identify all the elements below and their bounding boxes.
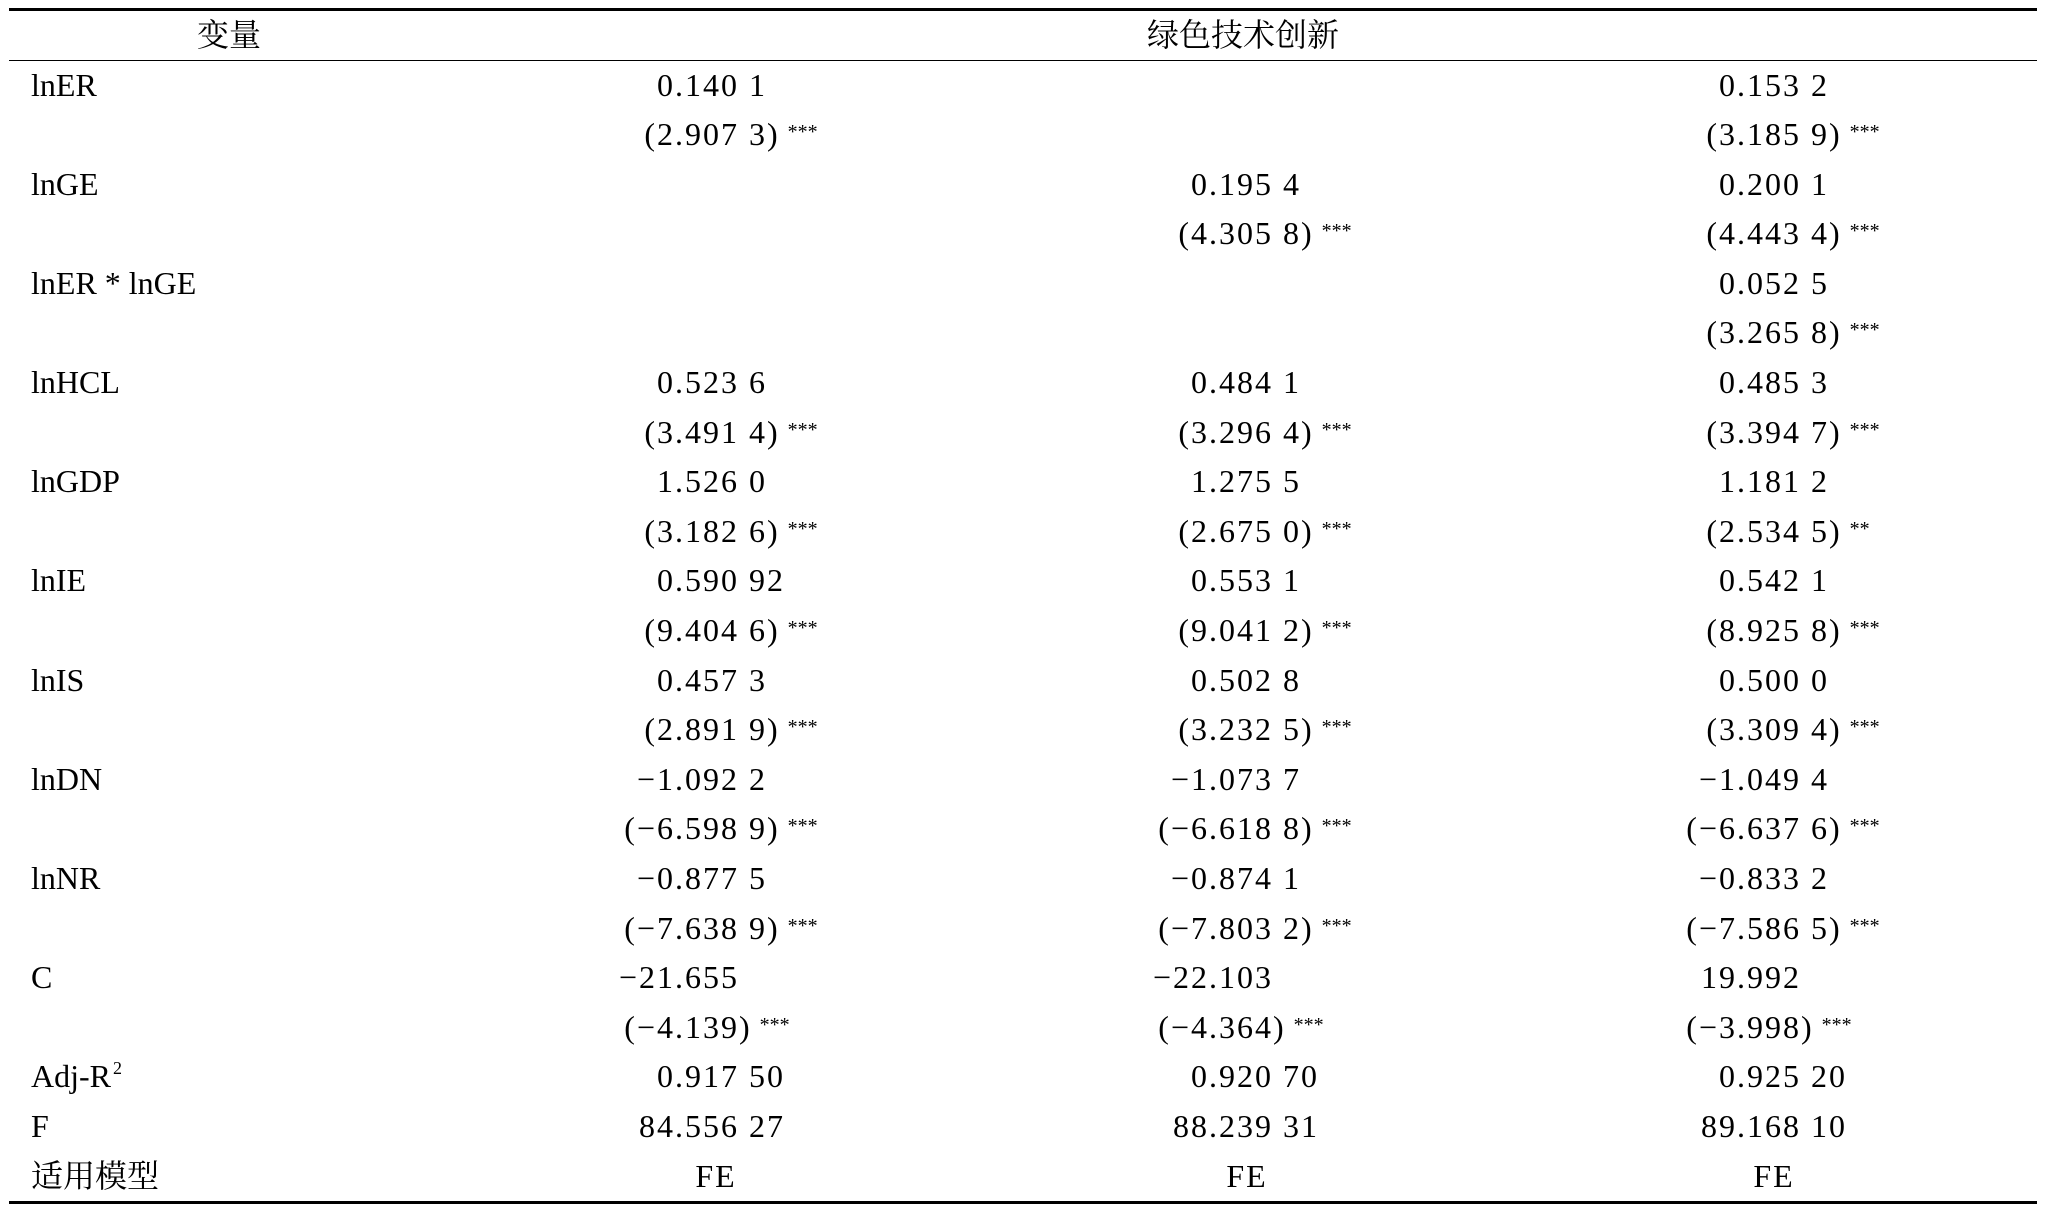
- t-statistic-cell: [1511, 507, 2037, 557]
- coefficient-value: 0.500 0: [1719, 661, 1829, 698]
- t-statistic-cell: [449, 507, 983, 557]
- significance-stars: ***: [787, 815, 818, 838]
- t-statistic-cell: [449, 1003, 983, 1053]
- coefficient-entry: [1719, 358, 1829, 408]
- coefficient-entry: [637, 755, 767, 805]
- coefficient-value: 0.140 1: [657, 66, 767, 103]
- coefficient-value: 0.457 3: [657, 661, 767, 698]
- t-statistic-value: (3.232 5): [1178, 711, 1314, 748]
- empty-label-cell: [9, 110, 449, 160]
- significance-stars: ***: [1849, 121, 1880, 144]
- coefficient-cell: [1511, 457, 2037, 507]
- t-statistic-entry: [644, 110, 817, 165]
- coefficient-entry: [1191, 160, 1301, 210]
- coefficient-value: −21.655: [618, 959, 739, 996]
- coefficient-value: −0.874 1: [1170, 860, 1301, 896]
- coefficient-value: 0.502 8: [1191, 661, 1301, 698]
- empty-cell: [983, 259, 1511, 309]
- t-statistic-entry: [1178, 705, 1351, 760]
- coefficient-value: 0.523 6: [657, 364, 767, 401]
- coefficient-value: −0.833 2: [1698, 860, 1829, 896]
- coefficient-value: 0.485 3: [1719, 364, 1829, 401]
- t-statistic-value: (2.534 5): [1706, 512, 1842, 549]
- coefficient-entry: [1701, 953, 1801, 1003]
- significance-stars: ***: [1849, 418, 1880, 441]
- statistic-entry: [639, 1102, 785, 1152]
- table-row: [9, 160, 2037, 210]
- coefficient-cell: [983, 457, 1511, 507]
- coefficient-value: −1.049 4: [1698, 760, 1829, 797]
- coefficient-cell: [983, 854, 1511, 904]
- t-statistic-cell: [449, 606, 983, 656]
- table-row-t-statistic: [9, 408, 2037, 458]
- t-statistic-value: (4.443 4): [1706, 215, 1842, 252]
- t-statistic-entry: [1178, 209, 1351, 264]
- table-row-t-statistic: [9, 110, 2037, 160]
- t-statistic-value: (−7.586 5): [1686, 909, 1842, 946]
- table-row-t-statistic: [9, 804, 2037, 854]
- t-statistic-value: (−7.803 2): [1158, 909, 1314, 946]
- statistic-entry: [1719, 1052, 1847, 1102]
- variable-label-cell: [9, 160, 449, 210]
- variable-label-cell: [9, 358, 449, 408]
- significance-stars: ***: [1321, 220, 1352, 243]
- statistic-value: 84.556 27: [639, 1107, 785, 1144]
- significance-stars: ***: [1321, 815, 1352, 838]
- t-statistic-entry: [1686, 804, 1879, 859]
- table-row: [9, 854, 2037, 904]
- significance-stars: **: [1849, 517, 1870, 540]
- empty-cell: [449, 209, 983, 259]
- significance-stars: ***: [787, 121, 818, 144]
- empty-cell: [449, 308, 983, 358]
- empty-label-cell: [9, 606, 449, 656]
- t-statistic-entry: [1706, 606, 1879, 661]
- coefficient-entry: [1191, 556, 1301, 606]
- t-statistic-entry: [1158, 804, 1351, 859]
- t-statistic-value: (−3.998): [1686, 1008, 1814, 1045]
- coefficient-entry: [619, 953, 739, 1003]
- coefficient-value: 0.590 92: [657, 562, 785, 599]
- statistic-name: F: [31, 1107, 49, 1144]
- t-statistic-entry: [1706, 110, 1879, 165]
- t-statistic-value: (3.265 8): [1706, 314, 1842, 351]
- statistic-entry: [1701, 1102, 1847, 1152]
- significance-stars: ***: [1321, 517, 1352, 540]
- statistic-entry: [657, 1052, 785, 1102]
- t-statistic-value: (3.185 9): [1706, 116, 1842, 153]
- coefficient-entry: [1719, 259, 1829, 309]
- t-statistic-cell: [449, 804, 983, 854]
- coefficient-cell: [449, 556, 983, 606]
- significance-stars: ***: [1321, 617, 1352, 640]
- coefficient-value: 0.153 2: [1719, 66, 1829, 103]
- table-row: [9, 259, 2037, 309]
- statistic-cell: [983, 1052, 1511, 1107]
- coefficient-entry: [637, 854, 767, 904]
- table-row: [9, 556, 2037, 606]
- coefficient-value: 0.052 5: [1719, 264, 1829, 301]
- t-statistic-cell: [1511, 110, 2037, 160]
- variable-name: lnER * lnGE: [31, 264, 197, 301]
- coefficient-entry: [1719, 160, 1829, 210]
- t-statistic-entry: [624, 1003, 789, 1058]
- statistic-cell: [449, 1152, 983, 1202]
- coefficient-entry: [1719, 556, 1829, 606]
- coefficient-cell: [983, 358, 1511, 408]
- variable-label-cell: [9, 556, 449, 606]
- coefficient-cell: [983, 656, 1511, 706]
- t-statistic-entry: [1178, 606, 1351, 661]
- t-statistic-entry: [1178, 408, 1351, 463]
- t-statistic-entry: [644, 507, 817, 562]
- statistic-value: 89.168 10: [1701, 1107, 1847, 1144]
- table-row: [9, 755, 2037, 805]
- significance-stars: ***: [1849, 914, 1880, 937]
- coefficient-entry: [1153, 953, 1273, 1003]
- empty-cell: [983, 61, 1511, 111]
- coefficient-entry: [1191, 457, 1301, 507]
- table-row-t-statistic: [9, 1003, 2037, 1053]
- table-row: [9, 61, 2037, 111]
- t-statistic-cell: [1511, 804, 2037, 854]
- table-row: [9, 457, 2037, 507]
- t-statistic-entry: [1158, 1003, 1323, 1058]
- variable-label-cell: [9, 61, 449, 111]
- coefficient-cell: [449, 457, 983, 507]
- variable-name: lnER: [31, 66, 97, 103]
- coefficient-cell: [449, 953, 983, 1003]
- t-statistic-cell: [1511, 1003, 2037, 1053]
- t-statistic-value: (3.394 7): [1706, 413, 1842, 450]
- coefficient-entry: [1719, 457, 1829, 507]
- variable-label-cell: [9, 854, 449, 904]
- empty-cell: [983, 110, 1511, 160]
- t-statistic-cell: [1511, 209, 2037, 259]
- coefficient-cell: [1511, 953, 2037, 1003]
- t-statistic-entry: [624, 904, 817, 959]
- t-statistic-value: (9.404 6): [644, 612, 780, 649]
- statistic-value: FE: [1226, 1157, 1268, 1194]
- empty-cell: [449, 259, 983, 309]
- coefficient-cell: [1511, 259, 2037, 309]
- coefficient-value: −0.877 5: [636, 860, 767, 896]
- empty-label-cell: [9, 904, 449, 954]
- t-statistic-value: (3.491 4): [644, 413, 780, 450]
- t-statistic-value: (−4.139): [624, 1008, 752, 1045]
- coefficient-cell: [449, 854, 983, 904]
- coefficient-entry: [1719, 61, 1829, 111]
- statistic-value: 0.917 50: [657, 1058, 785, 1095]
- t-statistic-value: (3.182 6): [644, 512, 780, 549]
- t-statistic-value: (−4.364): [1158, 1008, 1286, 1045]
- statistic-entry: [1226, 1152, 1267, 1202]
- statistic-cell: [449, 1102, 983, 1152]
- t-statistic-value: (2.675 0): [1178, 512, 1314, 549]
- statistic-entry: [695, 1152, 736, 1202]
- t-statistic-cell: [1511, 904, 2037, 954]
- t-statistic-cell: [983, 606, 1511, 656]
- statistic-label-cell: [9, 1152, 449, 1202]
- variable-name: lnIE: [31, 562, 87, 599]
- t-statistic-value: (−6.618 8): [1158, 810, 1314, 847]
- statistic-value: FE: [695, 1157, 737, 1194]
- significance-stars: ***: [1821, 1013, 1852, 1036]
- t-statistic-value: (−6.598 9): [624, 810, 780, 847]
- t-statistic-cell: [449, 904, 983, 954]
- statistic-name: 适用模型: [31, 1157, 160, 1194]
- t-statistic-entry: [1178, 507, 1351, 562]
- variable-label-cell: [9, 656, 449, 706]
- variable-label-cell: [9, 259, 449, 309]
- coefficient-cell: [449, 656, 983, 706]
- coefficient-value: 0.484 1: [1191, 364, 1301, 401]
- coefficient-entry: [1191, 656, 1301, 706]
- statistic-entry: [1191, 1052, 1319, 1102]
- t-statistic-entry: [644, 606, 817, 661]
- significance-stars: ***: [787, 716, 818, 739]
- coefficient-value: 19.992: [1701, 959, 1801, 996]
- coefficient-value: 0.195 4: [1191, 165, 1301, 202]
- significance-stars: ***: [1849, 319, 1880, 342]
- coefficient-entry: [1171, 854, 1301, 904]
- significance-stars: ***: [1849, 220, 1880, 243]
- coefficient-entry: [657, 656, 767, 706]
- t-statistic-entry: [624, 804, 817, 859]
- coefficient-value: 0.200 1: [1719, 165, 1829, 202]
- regression-table: [9, 8, 2037, 1204]
- coefficient-value: −1.073 7: [1170, 760, 1301, 797]
- t-statistic-value: (3.296 4): [1178, 413, 1314, 450]
- table-row-t-statistic: [9, 904, 2037, 954]
- coefficient-value: 0.553 1: [1191, 562, 1301, 599]
- statistic-value: FE: [1753, 1157, 1795, 1194]
- table-row-adj-r2: [9, 1052, 2037, 1102]
- t-statistic-cell: [449, 110, 983, 160]
- t-statistic-cell: [983, 705, 1511, 755]
- table-row-t-statistic: [9, 606, 2037, 656]
- t-statistic-cell: [1511, 308, 2037, 358]
- coefficient-entry: [657, 556, 785, 606]
- variable-name: lnIS: [31, 661, 85, 698]
- t-statistic-cell: [983, 1003, 1511, 1053]
- table-row-t-statistic: [9, 705, 2037, 755]
- t-statistic-entry: [1158, 904, 1351, 959]
- coefficient-cell: [983, 160, 1511, 210]
- t-statistic-cell: [983, 904, 1511, 954]
- variable-column-header: 变量: [196, 17, 261, 53]
- statistic-label-cell: [9, 1052, 449, 1107]
- variable-name: lnGE: [31, 165, 99, 202]
- coefficient-cell: [1511, 160, 2037, 210]
- significance-stars: ***: [1849, 617, 1880, 640]
- t-statistic-value: (4.305 8): [1178, 215, 1314, 252]
- t-statistic-cell: [1511, 705, 2037, 755]
- table-row-model: [9, 1152, 2037, 1202]
- coefficient-entry: [1191, 358, 1301, 408]
- t-statistic-entry: [1706, 308, 1879, 363]
- coefficient-entry: [657, 61, 767, 111]
- coefficient-cell: [1511, 61, 2037, 111]
- variable-label-cell: [9, 457, 449, 507]
- statistic-cell: [1511, 1102, 2037, 1152]
- coefficient-entry: [1719, 656, 1829, 706]
- statistic-cell: [983, 1152, 1511, 1202]
- t-statistic-cell: [983, 507, 1511, 557]
- coefficient-cell: [1511, 358, 2037, 408]
- statistic-label-cell: [9, 1102, 449, 1152]
- t-statistic-value: (2.907 3): [644, 116, 780, 153]
- significance-stars: ***: [787, 517, 818, 540]
- variable-name: lnDN: [31, 760, 103, 797]
- significance-stars: ***: [787, 914, 818, 937]
- t-statistic-entry: [1706, 705, 1879, 760]
- coefficient-entry: [1699, 854, 1829, 904]
- variable-name: lnHCL: [31, 364, 120, 401]
- coefficient-value: 1.181 2: [1719, 463, 1829, 500]
- statistic-cell: [983, 1102, 1511, 1152]
- variable-name: C: [31, 959, 53, 996]
- t-statistic-value: (−6.637 6): [1686, 810, 1842, 847]
- t-statistic-cell: [983, 408, 1511, 458]
- t-statistic-cell: [449, 705, 983, 755]
- t-statistic-entry: [1706, 209, 1879, 264]
- statistic-name-superscript: 2: [113, 1058, 122, 1079]
- t-statistic-value: (8.925 8): [1706, 612, 1842, 649]
- significance-stars: ***: [1293, 1013, 1324, 1036]
- t-statistic-value: (9.041 2): [1178, 612, 1314, 649]
- coefficient-value: 1.526 0: [657, 463, 767, 500]
- empty-cell: [983, 308, 1511, 358]
- table-row: [9, 358, 2037, 408]
- dependent-variable-header: 绿色技术创新: [1146, 17, 1339, 53]
- statistic-entry: [1753, 1152, 1794, 1202]
- coefficient-cell: [449, 358, 983, 408]
- t-statistic-entry: [644, 705, 817, 760]
- empty-label-cell: [9, 209, 449, 259]
- coefficient-value: −1.092 2: [636, 760, 767, 797]
- t-statistic-cell: [983, 209, 1511, 259]
- coefficient-cell: [449, 61, 983, 111]
- table-row-t-statistic: [9, 308, 2037, 358]
- table-header-row: [9, 11, 2037, 61]
- statistic-value: 0.920 70: [1191, 1058, 1319, 1095]
- statistic-name: Adj-R: [31, 1058, 111, 1095]
- coefficient-cell: [983, 556, 1511, 606]
- empty-label-cell: [9, 308, 449, 358]
- table-row-t-statistic: [9, 507, 2037, 557]
- t-statistic-entry: [1686, 904, 1879, 959]
- coefficient-entry: [1699, 755, 1829, 805]
- t-statistic-entry: [1686, 1003, 1851, 1058]
- variable-name: lnGDP: [31, 463, 120, 500]
- t-statistic-cell: [983, 804, 1511, 854]
- statistic-value: 0.925 20: [1719, 1058, 1847, 1095]
- empty-label-cell: [9, 1003, 449, 1053]
- table-row: [9, 656, 2037, 706]
- t-statistic-entry: [1706, 507, 1869, 562]
- significance-stars: ***: [1321, 418, 1352, 441]
- t-statistic-cell: [1511, 606, 2037, 656]
- significance-stars: ***: [1321, 716, 1352, 739]
- statistic-entry: [1173, 1102, 1319, 1152]
- table-row: [9, 953, 2037, 1003]
- empty-label-cell: [9, 804, 449, 854]
- significance-stars: ***: [787, 617, 818, 640]
- t-statistic-cell: [1511, 408, 2037, 458]
- variable-name: lnNR: [31, 860, 101, 896]
- table-row-t-statistic: [9, 209, 2037, 259]
- coefficient-cell: [1511, 656, 2037, 706]
- significance-stars: ***: [759, 1013, 790, 1036]
- t-statistic-value: (−7.638 9): [624, 909, 780, 946]
- coefficient-value: −22.103: [1152, 959, 1273, 996]
- coefficient-value: 0.542 1: [1719, 562, 1829, 599]
- statistic-cell: [1511, 1152, 2037, 1202]
- coefficient-cell: [983, 953, 1511, 1003]
- empty-label-cell: [9, 705, 449, 755]
- coefficient-cell: [1511, 556, 2037, 606]
- variable-label-cell: [9, 755, 449, 805]
- coefficient-cell: [1511, 854, 2037, 904]
- coefficient-entry: [657, 457, 767, 507]
- statistic-cell: [1511, 1052, 2037, 1107]
- coefficient-cell: [1511, 755, 2037, 805]
- coefficient-cell: [983, 755, 1511, 805]
- empty-cell: [449, 160, 983, 210]
- t-statistic-cell: [449, 408, 983, 458]
- table-row-f: [9, 1102, 2037, 1152]
- coefficient-entry: [657, 358, 767, 408]
- variable-label-cell: [9, 953, 449, 1003]
- t-statistic-entry: [644, 408, 817, 463]
- coefficient-cell: [449, 755, 983, 805]
- statistic-value: 88.239 31: [1173, 1107, 1319, 1144]
- t-statistic-value: (2.891 9): [644, 711, 780, 748]
- significance-stars: ***: [787, 418, 818, 441]
- significance-stars: ***: [1849, 716, 1880, 739]
- empty-label-cell: [9, 507, 449, 557]
- statistic-cell: [449, 1052, 983, 1107]
- significance-stars: ***: [1321, 914, 1352, 937]
- significance-stars: ***: [1849, 815, 1880, 838]
- empty-label-cell: [9, 408, 449, 458]
- coefficient-value: 1.275 5: [1191, 463, 1301, 500]
- coefficient-entry: [1171, 755, 1301, 805]
- t-statistic-entry: [1706, 408, 1879, 463]
- t-statistic-value: (3.309 4): [1706, 711, 1842, 748]
